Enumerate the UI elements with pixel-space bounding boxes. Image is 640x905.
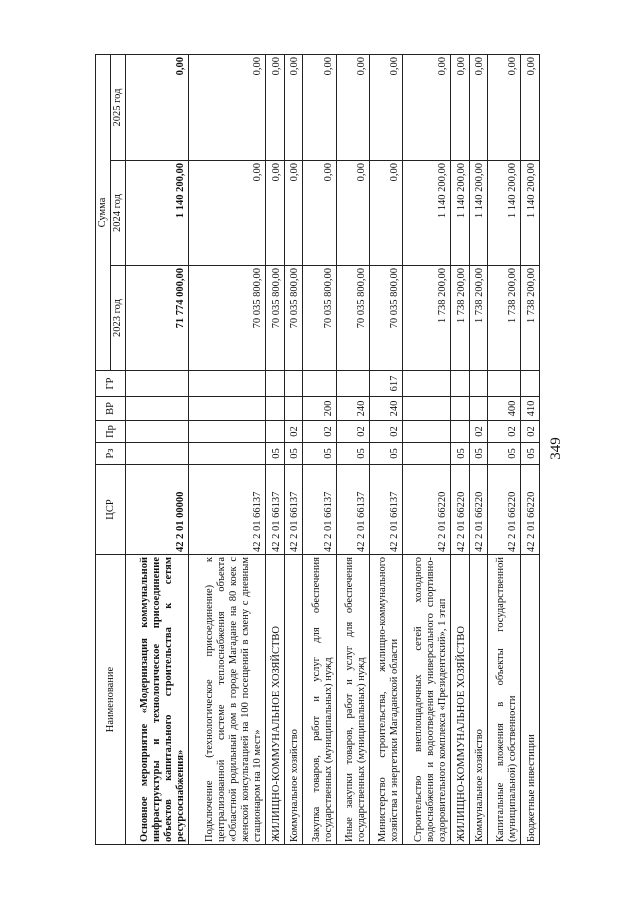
table-row xyxy=(303,55,336,845)
row-vr-cell: 200 xyxy=(303,397,336,421)
row-2025-cell: 0,00 xyxy=(188,55,266,161)
row-vr-cell: 240 xyxy=(369,397,402,421)
row-vr-cell: 400 xyxy=(488,397,521,421)
header-2024: 2024 год xyxy=(111,161,126,266)
row-name-cell: ЖИЛИЩНО-КОММУНАЛЬНОЕ ХОЗЯЙСТВО xyxy=(451,555,469,845)
row-2025-cell: 0,00 xyxy=(126,55,189,161)
row-vr-cell xyxy=(126,397,189,421)
row-2024-cell: 1 140 200,00 xyxy=(126,161,189,266)
row-gr-cell: 617 xyxy=(369,371,402,397)
row-2023-cell: 70 035 800,00 xyxy=(266,266,284,371)
row-rz-cell: 05 xyxy=(284,443,302,465)
row-2024-cell: 1 140 200,00 xyxy=(488,161,521,266)
header-gr: ГР xyxy=(96,371,126,397)
row-csr-cell: 42 2 01 66137 xyxy=(303,465,336,555)
row-rz-cell: 05 xyxy=(336,443,369,465)
row-pr-cell: 02 xyxy=(369,421,402,443)
row-gr-cell xyxy=(303,371,336,397)
row-gr-cell xyxy=(336,371,369,397)
row-name-cell: ЖИЛИЩНО-КОММУНАЛЬНОЕ ХОЗЯЙСТВО xyxy=(266,555,284,845)
row-name-cell: Бюджетные инвестиции xyxy=(521,555,540,845)
table-row xyxy=(266,55,284,845)
row-gr-cell xyxy=(126,371,189,397)
row-vr-cell: 410 xyxy=(521,397,540,421)
row-rz-cell: 05 xyxy=(369,443,402,465)
header-csr: ЦСР xyxy=(96,465,126,555)
row-2025-cell: 0,00 xyxy=(521,55,540,161)
row-gr-cell xyxy=(403,371,451,397)
row-pr-cell: 02 xyxy=(336,421,369,443)
header-rz: Рз xyxy=(96,443,126,465)
row-2023-cell: 1 738 200,00 xyxy=(451,266,469,371)
page-number: 349 xyxy=(547,437,564,460)
row-name-cell: Коммунальное хозяйство xyxy=(284,555,302,845)
row-rz-cell xyxy=(403,443,451,465)
row-vr-cell: 240 xyxy=(336,397,369,421)
row-2025-cell: 0,00 xyxy=(488,55,521,161)
budget-table-container xyxy=(95,55,540,845)
table-row xyxy=(521,55,540,845)
table-row xyxy=(336,55,369,845)
table-row xyxy=(188,55,266,845)
row-csr-cell: 42 2 01 66137 xyxy=(369,465,402,555)
row-vr-cell xyxy=(451,397,469,421)
row-2024-cell: 0,00 xyxy=(188,161,266,266)
row-name-cell: Министерство строительства, жилищно-коммунального хозяйства и энергетики Магаданской области xyxy=(369,555,402,845)
row-csr-cell: 42 2 01 00000 xyxy=(126,465,189,555)
row-vr-cell xyxy=(469,397,487,421)
row-pr-cell xyxy=(451,421,469,443)
row-name-cell: Основное мероприятие «Модернизация коммунальной инфраструктуры и технологическое присоединение объектов капитального строительства к сетям ресурсоснабжения» xyxy=(126,555,189,845)
row-pr-cell: 02 xyxy=(488,421,521,443)
row-rz-cell xyxy=(188,443,266,465)
row-name-cell: Капитальные вложения в объекты государственной (муниципальной) собственности xyxy=(488,555,521,845)
row-name-cell: Подключение (технологическое присоединение) к централизованной системе теплоснабжения объекта «Областной родильный дом в городе Магадане на 80 коек с женской консультацией на 100 посещений в смену с дневным стационаром на 10 мест» xyxy=(188,555,266,845)
row-2023-cell: 70 035 800,00 xyxy=(369,266,402,371)
row-gr-cell xyxy=(488,371,521,397)
row-2024-cell: 1 140 200,00 xyxy=(521,161,540,266)
row-gr-cell xyxy=(266,371,284,397)
row-csr-cell: 42 2 01 66220 xyxy=(451,465,469,555)
row-gr-cell xyxy=(521,371,540,397)
row-rz-cell: 05 xyxy=(521,443,540,465)
row-2025-cell: 0,00 xyxy=(266,55,284,161)
row-2023-cell: 1 738 200,00 xyxy=(488,266,521,371)
table-row xyxy=(403,55,451,845)
row-2024-cell: 1 140 200,00 xyxy=(403,161,451,266)
row-2023-cell: 70 035 800,00 xyxy=(303,266,336,371)
header-vr: ВР xyxy=(96,397,126,421)
table-row xyxy=(369,55,402,845)
row-pr-cell: 02 xyxy=(469,421,487,443)
row-pr-cell xyxy=(266,421,284,443)
row-rz-cell xyxy=(126,443,189,465)
table-row xyxy=(451,55,469,845)
row-2024-cell: 0,00 xyxy=(369,161,402,266)
row-2023-cell: 70 035 800,00 xyxy=(284,266,302,371)
row-2025-cell: 0,00 xyxy=(284,55,302,161)
table-row xyxy=(284,55,302,845)
header-name: Наименование xyxy=(96,555,126,845)
row-gr-cell xyxy=(451,371,469,397)
table-row xyxy=(469,55,487,845)
row-pr-cell xyxy=(126,421,189,443)
row-csr-cell: 42 2 01 66137 xyxy=(336,465,369,555)
header-2025: 2025 год xyxy=(111,55,126,161)
row-2024-cell: 0,00 xyxy=(284,161,302,266)
row-2025-cell: 0,00 xyxy=(469,55,487,161)
row-2023-cell: 1 738 200,00 xyxy=(521,266,540,371)
row-2023-cell: 71 774 000,00 xyxy=(126,266,189,371)
row-2025-cell: 0,00 xyxy=(403,55,451,161)
row-2024-cell: 0,00 xyxy=(336,161,369,266)
row-gr-cell xyxy=(284,371,302,397)
row-name-cell: Строительство внеплощадочных сетей холодного водоснабжения и водоотведения универсального спортивно-оздоровительного комплекса «Президентский», 1 этап xyxy=(403,555,451,845)
row-pr-cell xyxy=(188,421,266,443)
row-rz-cell: 05 xyxy=(266,443,284,465)
row-pr-cell xyxy=(403,421,451,443)
row-2023-cell: 1 738 200,00 xyxy=(469,266,487,371)
row-name-cell: Коммунальное хозяйство xyxy=(469,555,487,845)
header-2023: 2023 год xyxy=(111,266,126,371)
row-2023-cell: 70 035 800,00 xyxy=(336,266,369,371)
row-csr-cell: 42 2 01 66137 xyxy=(284,465,302,555)
row-vr-cell xyxy=(188,397,266,421)
header-row xyxy=(96,55,111,845)
row-vr-cell xyxy=(284,397,302,421)
header-sum: Сумма xyxy=(96,55,111,371)
row-csr-cell: 42 2 01 66220 xyxy=(488,465,521,555)
row-2024-cell: 0,00 xyxy=(266,161,284,266)
header-pr: Пр xyxy=(96,421,126,443)
table-body xyxy=(126,55,540,845)
table-row xyxy=(126,55,189,845)
row-2025-cell: 0,00 xyxy=(451,55,469,161)
row-2024-cell: 1 140 200,00 xyxy=(451,161,469,266)
row-2024-cell: 1 140 200,00 xyxy=(469,161,487,266)
row-name-cell: Иные закупки товаров, работ и услуг для обеспечения государственных (муниципальных) нужд xyxy=(336,555,369,845)
row-pr-cell: 02 xyxy=(303,421,336,443)
row-csr-cell: 42 2 01 66220 xyxy=(521,465,540,555)
row-csr-cell: 42 2 01 66137 xyxy=(266,465,284,555)
row-vr-cell xyxy=(403,397,451,421)
row-csr-cell: 42 2 01 66137 xyxy=(188,465,266,555)
table-row xyxy=(488,55,521,845)
row-gr-cell xyxy=(469,371,487,397)
row-csr-cell: 42 2 01 66220 xyxy=(469,465,487,555)
row-vr-cell xyxy=(266,397,284,421)
row-2023-cell: 70 035 800,00 xyxy=(188,266,266,371)
row-2024-cell: 0,00 xyxy=(303,161,336,266)
row-rz-cell: 05 xyxy=(303,443,336,465)
row-name-cell: Закупка товаров, работ и услуг для обеспечения государственных (муниципальных) нужд xyxy=(303,555,336,845)
row-pr-cell: 02 xyxy=(284,421,302,443)
row-rz-cell: 05 xyxy=(451,443,469,465)
row-rz-cell: 05 xyxy=(488,443,521,465)
row-pr-cell: 02 xyxy=(521,421,540,443)
budget-table xyxy=(95,54,540,845)
row-2023-cell: 1 738 200,00 xyxy=(403,266,451,371)
row-2025-cell: 0,00 xyxy=(369,55,402,161)
row-2025-cell: 0,00 xyxy=(336,55,369,161)
row-csr-cell: 42 2 01 66220 xyxy=(403,465,451,555)
row-2025-cell: 0,00 xyxy=(303,55,336,161)
row-gr-cell xyxy=(188,371,266,397)
row-rz-cell: 05 xyxy=(469,443,487,465)
